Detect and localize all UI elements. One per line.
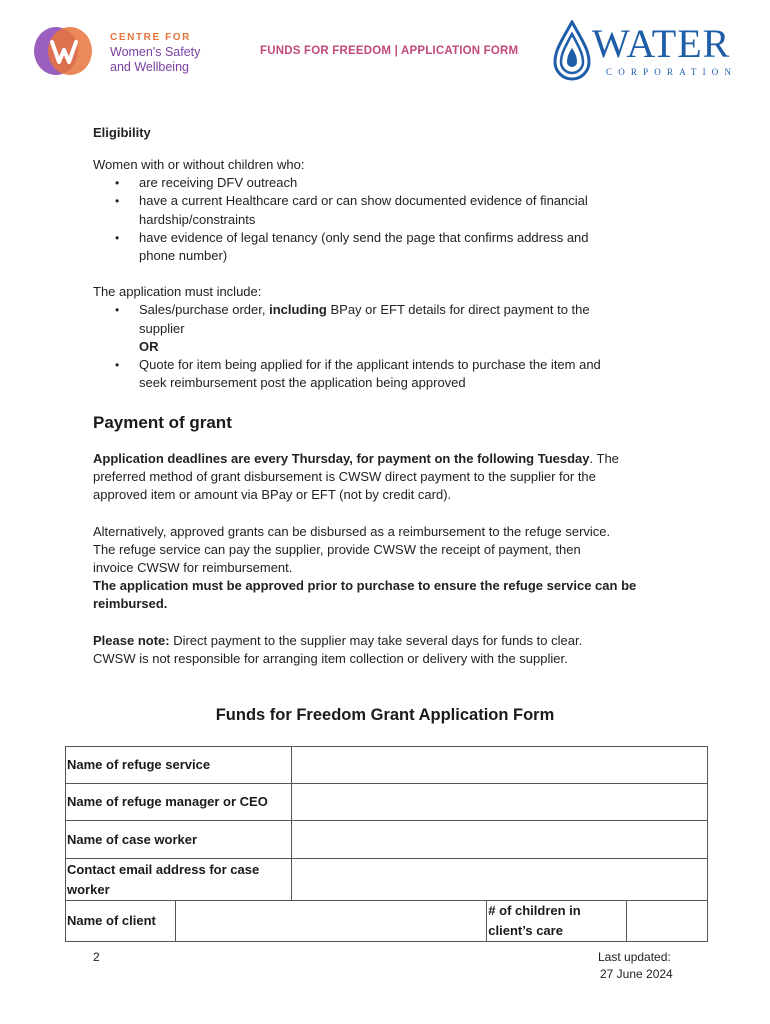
eligibility-bullet-3-cont: phone number) xyxy=(139,248,228,264)
list-item: • Sales/purchase order, including BPay or EFT details for direct payment to the supplier OR xyxy=(115,302,590,354)
cwsw-logo-line1: CENTRE FOR xyxy=(110,32,191,43)
payment-p2-bold-l2: reimbursed. xyxy=(93,596,168,612)
cwsw-logo-line2: Women's Safety xyxy=(110,45,201,59)
payment-note-rest: Direct payment to the supplier may take several days for funds to clear. xyxy=(169,632,583,648)
table-row xyxy=(66,821,708,859)
eligibility-heading: Eligibility xyxy=(93,125,151,140)
eligibility-bullet-2-cont: hardship/constraints xyxy=(139,211,256,227)
payment-note xyxy=(93,632,713,650)
application-form-table xyxy=(65,746,708,942)
include-b1-line2: supplier xyxy=(139,320,185,336)
eligibility-list xyxy=(93,174,713,265)
payment-p1-l2: preferred method of grant disbursement is CWSW direct payment to the supplier for the xyxy=(93,469,596,485)
label-children: # of children in client’s care xyxy=(487,901,627,942)
input-refuge-manager[interactable] xyxy=(291,784,707,821)
list-item: • have a current Healthcare card or can show documented evidence of financial hardship/constraints xyxy=(115,193,588,227)
water-logo-sub: CORPORATION xyxy=(606,67,738,77)
label-contact-email-l1: Contact email address for case xyxy=(67,861,260,877)
list-item: • Quote for item being applied for if the applicant intends to purchase the item and seek reimbursement post the application being approved xyxy=(115,357,601,391)
payment-p2-l3: invoice CWSW for reimbursement. xyxy=(93,560,293,576)
include-b2-line1: Quote for item being applied for if the applicant intends to purchase the item and xyxy=(139,357,601,373)
include-b1-post: BPay or EFT details for direct payment to the xyxy=(326,302,590,318)
payment-p2-l2: The refuge service can pay the supplier, provide CWSW the receipt of payment, then xyxy=(93,541,581,557)
eligibility-bullet-3: have evidence of legal tenancy (only send the page that confirms address and xyxy=(139,229,589,245)
payment-p2-bold-l1: The application must be approved prior to purchase to ensure the refuge service can be xyxy=(93,578,637,594)
cwsw-logo-icon xyxy=(32,24,96,78)
eligibility-intro: Women with or without children who: xyxy=(93,157,305,172)
eligibility-section xyxy=(93,156,713,392)
payment-p1 xyxy=(93,450,713,468)
payment-note-bold: Please note: xyxy=(93,632,170,648)
eligibility-bullet-1: are receiving DFV outreach xyxy=(139,175,298,191)
input-case-worker[interactable] xyxy=(291,821,707,859)
input-client[interactable] xyxy=(175,901,486,942)
payment-p1-rest: . The xyxy=(589,451,619,466)
water-drop-icon xyxy=(552,20,592,82)
payment-heading: Payment of grant xyxy=(93,413,232,432)
label-contact-email-l2: worker xyxy=(67,881,110,897)
include-list xyxy=(93,301,713,392)
label-case-worker: Name of case worker xyxy=(66,821,292,859)
payment-note-l2: CWSW is not responsible for arranging item collection or delivery with the supplier. xyxy=(93,650,568,666)
label-client: Name of client xyxy=(66,901,176,942)
input-children[interactable] xyxy=(627,901,708,942)
water-corporation-logo xyxy=(552,20,742,84)
input-refuge-service[interactable] xyxy=(291,747,707,784)
input-contact-email[interactable] xyxy=(291,859,707,901)
include-or: OR xyxy=(139,338,159,354)
cwsw-logo xyxy=(32,24,232,80)
table-row xyxy=(66,784,708,821)
table-row xyxy=(66,747,708,784)
include-b1-bold: including xyxy=(269,302,327,318)
updated-date: 27 June 2024 xyxy=(600,967,673,981)
payment-p2-l1: Alternatively, approved grants can be disbursed as a reimbursement to the refuge service. xyxy=(93,523,611,539)
payment-p1-l3: approved item or amount via BPay or EFT (not by credit card). xyxy=(93,487,452,503)
cwsw-logo-text xyxy=(110,30,200,75)
label-refuge-manager: Name of refuge manager or CEO xyxy=(66,784,292,821)
cwsw-logo-line3: and Wellbeing xyxy=(110,60,189,74)
water-logo-word: WATER xyxy=(592,21,731,66)
include-b1-pre: Sales/purchase order, xyxy=(139,302,270,318)
include-b2-line2: seek reimbursement post the application being approved xyxy=(139,375,466,391)
label-refuge-service: Name of refuge service xyxy=(66,747,292,784)
include-intro: The application must include: xyxy=(93,284,262,300)
eligibility-bullet-2: have a current Healthcare card or can show documented evidence of financial xyxy=(139,193,588,209)
table-row xyxy=(66,859,708,901)
page-number: 2 xyxy=(93,950,100,964)
payment-section xyxy=(93,450,713,668)
updated-label: Last updated: xyxy=(598,950,671,964)
label-contact-email xyxy=(66,859,292,901)
list-item: • are receiving DFV outreach xyxy=(115,175,298,191)
form-title: Funds for Freedom Grant Application Form xyxy=(215,706,555,724)
header-title: FUNDS FOR FREEDOM | APPLICATION FORM xyxy=(260,45,519,57)
list-item: • have evidence of legal tenancy (only send the page that confirms address and phone number) xyxy=(115,229,589,264)
table-row xyxy=(66,901,708,942)
payment-p1-bold: Application deadlines are every Thursday, for payment on the following Tuesday xyxy=(93,451,590,466)
